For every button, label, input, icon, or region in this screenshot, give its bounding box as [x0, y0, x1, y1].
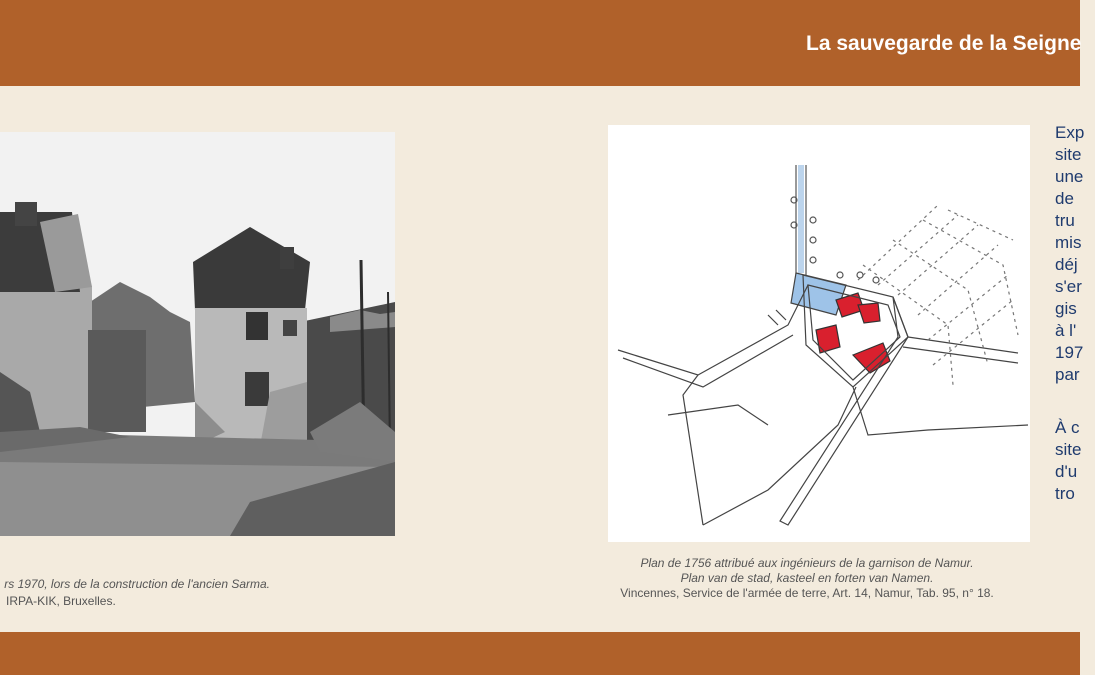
page-title: La sauvegarde de la Seigne [806, 32, 1082, 55]
photo-caption-line2: IRPA-KIK, Bruxelles. [6, 594, 116, 608]
map-caption [612, 556, 1002, 601]
text-line: site [1055, 440, 1082, 459]
paragraph-gap [1055, 386, 1095, 417]
text-line: de [1055, 189, 1074, 208]
text-line: une [1055, 167, 1084, 186]
map-caption-line1: Plan de 1756 attribué aux ingénieurs de la garnison de Namur. [640, 556, 974, 570]
text-line: 197 [1055, 343, 1084, 362]
historical-photo [0, 132, 395, 536]
text-line: site [1055, 145, 1082, 164]
text-line: déj [1055, 255, 1078, 274]
text-line: À c [1055, 418, 1080, 437]
text-line: s'er [1055, 277, 1082, 296]
text-line: mis [1055, 233, 1082, 252]
body-text-column [1055, 122, 1095, 505]
text-line: par [1055, 365, 1080, 384]
text-line: Exp [1055, 123, 1085, 142]
map-caption-line2: Plan van de stad, kasteel en forten van Namen. [680, 571, 934, 585]
historical-map [608, 125, 1030, 542]
text-line: tru [1055, 211, 1075, 230]
text-line: à l' [1055, 321, 1077, 340]
map-caption-line3: Vincennes, Service de l'armée de terre, Art. 14, Namur, Tab. 95, n° 18. [620, 586, 994, 600]
text-line: d'u [1055, 462, 1078, 481]
text-line: tro [1055, 484, 1075, 503]
footer-band [0, 632, 1080, 675]
photo-caption-line1: rs 1970, lors de la construction de l'ancien Sarma. [4, 577, 270, 591]
text-line: gis [1055, 299, 1077, 318]
